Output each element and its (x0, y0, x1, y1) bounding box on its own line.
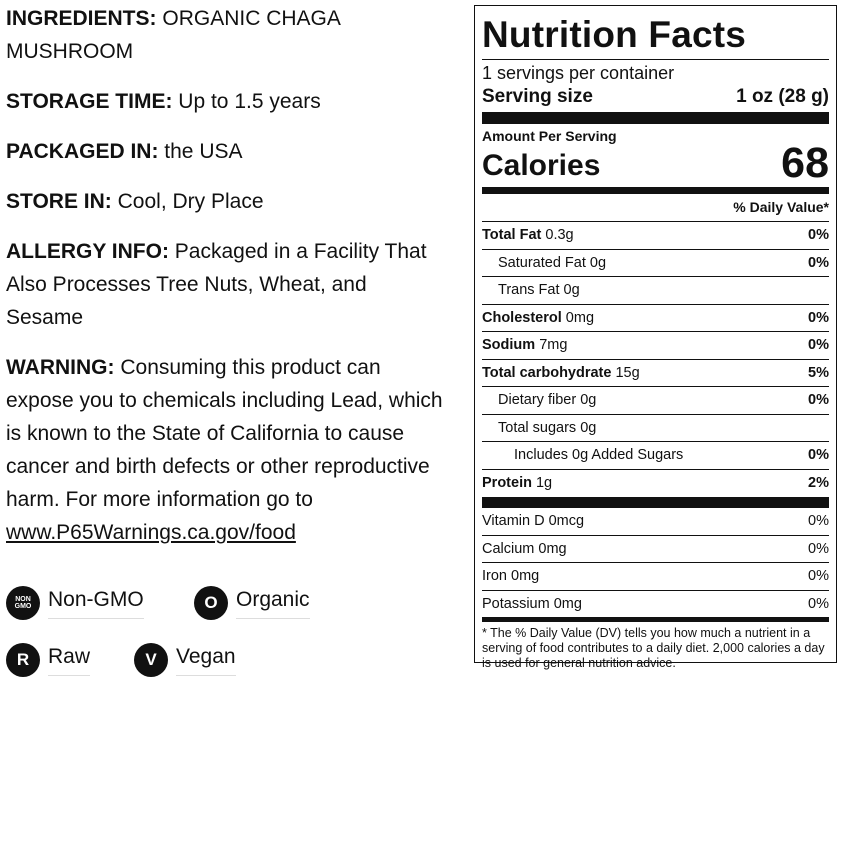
nutrient-pct: 2% (808, 474, 829, 491)
vitamin-pct: 0% (808, 540, 829, 557)
calories-row (482, 139, 829, 187)
nutrient-pct: 5% (808, 364, 829, 381)
nutrient-row-protein (482, 470, 829, 498)
raw-icon: R (6, 643, 40, 677)
nutrient-name: Saturated Fat 0g (498, 254, 607, 271)
nutrient-pct: 0% (808, 309, 829, 326)
ingredients-info (6, 2, 446, 68)
nutrient-row-trans-fat (482, 277, 829, 305)
nutrient-pct: 0% (808, 447, 829, 463)
vegan-icon: V (134, 643, 168, 677)
nutrient-amount: 15g (615, 364, 640, 381)
ingredients-label: INGREDIENTS: (6, 7, 157, 30)
non-gmo-glyph-bottom: GMO (14, 603, 32, 610)
non-gmo-icon (6, 586, 40, 620)
badge-organic (194, 586, 310, 620)
store-label: STORE IN: (6, 190, 112, 213)
servings-per-container: 1 servings per container (482, 63, 675, 83)
vitamin-row-potassium (482, 591, 829, 622)
vitamin-row-iron (482, 563, 829, 591)
nutrient-amount: 0.3g (545, 227, 574, 243)
amount-per-serving: Amount Per Serving (482, 128, 617, 144)
packaged-value: the USA (164, 140, 243, 163)
badge-label: Raw (48, 645, 90, 676)
badge-non-gmo (6, 586, 144, 620)
packaged-label: PACKAGED IN: (6, 140, 159, 163)
allergy-value: Packaged in a Facility That Also Processes Tree Nuts, Wheat, and Sesame (6, 240, 427, 329)
vitamin-name: Potassium 0mg (482, 595, 582, 612)
nutrition-title: Nutrition Facts (482, 14, 747, 55)
vitamin-name: Calcium 0mg (482, 540, 567, 557)
nutrient-amount: 1g (535, 474, 553, 491)
nutrient-row-cholesterol (482, 305, 829, 333)
nutrient-pct: 0% (808, 392, 829, 408)
nutrient-name: Includes 0g Added Sugars (514, 447, 684, 463)
badge-label: Organic (236, 588, 310, 619)
serving-size (482, 85, 829, 109)
nutrient-row-dietary-fiber (482, 387, 829, 415)
ingredients-value: ORGANIC CHAGA MUSHROOM (6, 7, 340, 63)
badge-label: Vegan (176, 645, 236, 676)
nutrient-amount: 7mg (539, 337, 568, 353)
storage-label: STORAGE TIME: (6, 90, 173, 113)
nutrition-facts-label (474, 5, 837, 670)
vitamin-row-vitamin-d (482, 508, 829, 536)
nutrient-row-total-fat (482, 222, 829, 250)
vitamin-pct: 0% (808, 568, 829, 584)
allergy-label: ALLERGY INFO: (6, 240, 169, 263)
nutrient-name: Total carbohydrate (482, 364, 612, 381)
product-info (6, 2, 446, 566)
serving-size-label: Serving size (482, 86, 593, 107)
nutrient-name: Total sugars 0g (498, 419, 597, 436)
nutrient-row-total-carbohydrate (482, 360, 829, 388)
allergy-info (6, 235, 446, 334)
store-info (6, 185, 446, 218)
nutrient-name: Trans Fat 0g (498, 282, 580, 298)
serving-size-value: 1 oz (28 g) (736, 86, 829, 107)
medium-divider (482, 187, 829, 194)
daily-value-footnote: * The % Daily Value (DV) tells you how much a nutrient in a serving of food contributes to a daily diet. 2,000 calories a day is used for general nutrition advice. (482, 625, 825, 670)
thick-divider (482, 112, 829, 124)
nutrient-row-saturated-fat (482, 250, 829, 278)
nutrient-pct: 0% (808, 227, 829, 243)
vitamin-row-calcium (482, 536, 829, 564)
p65-warnings-link[interactable]: www.P65Warnings.ca.gov/food (6, 521, 296, 544)
storage-info (6, 85, 446, 118)
badge-label: Non-GMO (48, 588, 144, 619)
vitamin-pct: 0% (808, 595, 829, 612)
nutrient-name: Protein (482, 474, 532, 491)
nutrient-pct: 0% (808, 254, 829, 271)
vitamin-name: Iron 0mg (482, 568, 540, 584)
warning-value: Consuming this product can expose you to chemicals including Lead, which is known to the State of California to cause cancer and birth defects or other reproductive harm. For more information go to (6, 356, 443, 511)
thick-divider (482, 497, 829, 508)
nutrient-amount: 0mg (565, 309, 595, 326)
warning-label: WARNING: (6, 356, 115, 379)
store-value: Cool, Dry Place (117, 190, 264, 213)
warning-info (6, 351, 446, 549)
nutrient-row-total-sugars (482, 415, 829, 443)
organic-icon: O (194, 586, 228, 620)
nutrient-row-added-sugars (482, 442, 829, 470)
nutrient-name: Total Fat (482, 227, 542, 243)
storage-value: Up to 1.5 years (178, 90, 321, 113)
nutrient-name: Sodium (482, 337, 536, 353)
calories-label: Calories (482, 149, 601, 182)
nutrient-name: Dietary fiber 0g (498, 392, 597, 408)
daily-value-header: % Daily Value* (482, 194, 829, 222)
calories-value: 68 (781, 139, 829, 187)
packaged-info (6, 135, 446, 168)
badge-vegan (134, 643, 236, 677)
vitamin-pct: 0% (808, 513, 829, 529)
vitamin-name: Vitamin D 0mcg (482, 513, 585, 529)
non-gmo-glyph-top: NON (15, 596, 31, 603)
nutrient-name: Cholesterol (482, 309, 562, 326)
nutrient-pct: 0% (808, 337, 829, 353)
nutrient-row-sodium (482, 332, 829, 360)
badge-raw (6, 643, 90, 677)
